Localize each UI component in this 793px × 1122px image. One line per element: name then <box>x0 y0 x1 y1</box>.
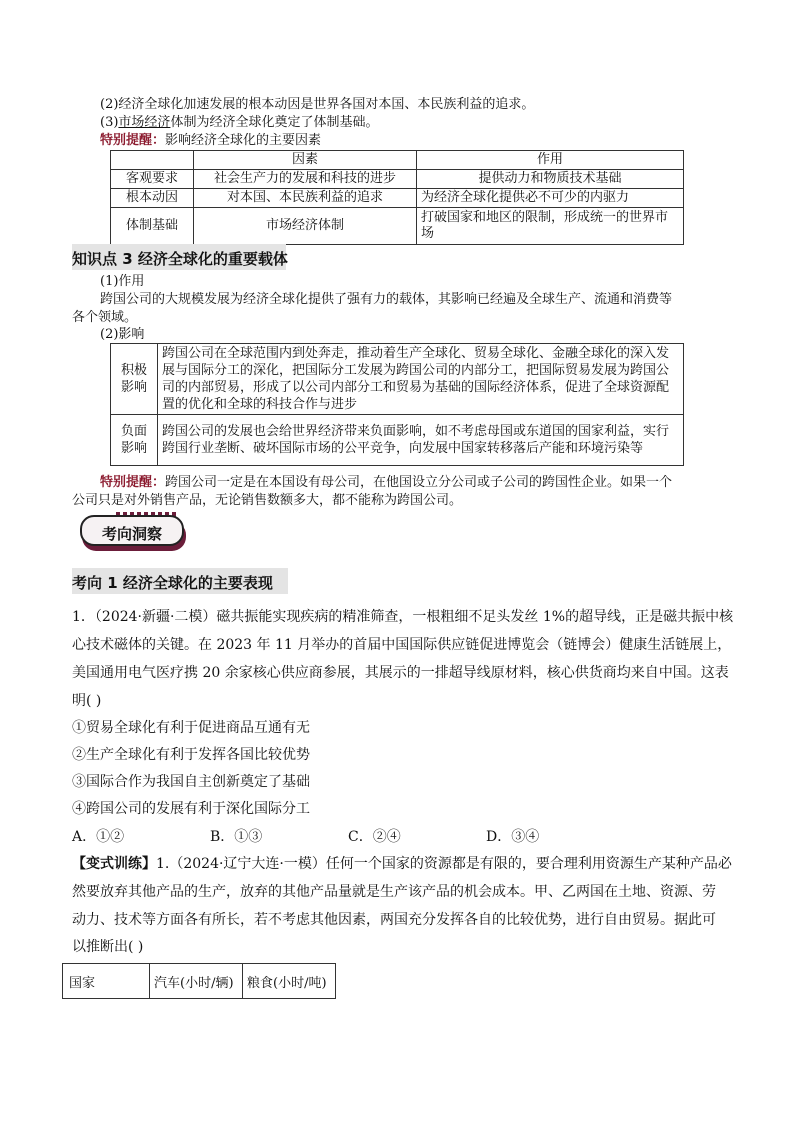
table-row <box>111 189 684 208</box>
variant-line: 以推断出( ) <box>72 939 144 955</box>
question-line: 明( ) <box>72 693 102 709</box>
section-heading <box>72 244 286 270</box>
table-header-cell: 汽车(小时/辆) <box>150 964 243 999</box>
table-row <box>111 208 684 245</box>
reminder-line: 公司只是对外销售产品，无论销售数额多大，都不能称为跨国公司。 <box>72 493 463 508</box>
answer-option-b[interactable]: B．①③ <box>210 829 263 845</box>
paragraph-line: (2)经济全球化加速发展的根本动因是世界各国对本国、本民族利益的追求。 <box>100 97 535 112</box>
statement-item: ①贸易全球化有利于促进商品互通有无 <box>72 720 310 736</box>
question-line: 美国通用电气医疗携 20 余家核心供应商参展，其展示的一排超导线原材料，核心供货商均来自中国。这表 <box>72 665 729 681</box>
statement-item: ②生产全球化有利于发挥各国比较优势 <box>72 747 310 763</box>
table-cell <box>111 151 194 170</box>
table-header-row <box>63 964 336 999</box>
production-table <box>62 963 336 999</box>
table-cell: 体制基础 <box>111 208 194 245</box>
table-cell: 市场经济体制 <box>194 208 417 245</box>
answer-option-a[interactable]: A．①② <box>72 829 125 845</box>
variant-line: 【变式训练】1.（2024·辽宁大连·一模）任何一个国家的资源都是有限的，要合理利用资源生产某种产品必 <box>72 856 732 872</box>
reminder-label: 特别提醒： <box>100 475 166 490</box>
table-row <box>111 170 684 189</box>
table-header-cell: 国家 <box>63 964 150 999</box>
impact-table <box>110 343 684 466</box>
table-cell: 作用 <box>417 151 684 170</box>
note-line: 特别提醒：影响经济全球化的主要因素 <box>100 133 322 148</box>
table-cell: 对本国、本民族利益的追求 <box>194 189 417 208</box>
variant-line: 然要放弃其他产品的生产，放弃的其他产品量就是生产该产品的机会成本。甲、乙两国在土地、资源、劳 <box>72 884 716 900</box>
row-text: 跨国公司的发展也会给世界经济带来负面影响，如不考虑母国或东道国的国家利益，实行跨国行业垄断、破坏国际市场的公平竞争，向发展中国家转移落后产能和环境污染等 <box>158 415 684 466</box>
factors-table <box>110 150 684 245</box>
table-cell: 社会生产力的发展和科技的进步 <box>194 170 417 189</box>
direction-heading <box>72 568 288 594</box>
variant-line: 动力、技术等方面各有所长，若不考虑其他因素，两国充分发挥各自的比较优势，进行自由贸易。据此可 <box>72 912 716 928</box>
paragraph-line: 各个领域。 <box>72 310 138 325</box>
table-row <box>111 344 684 415</box>
table-cell: 为经济全球化提供必不可少的内驱力 <box>417 189 684 208</box>
row-text: 跨国公司在全球范围内到处奔走，推动着生产全球化、贸易全球化、金融全球化的深入发展与国际分工的深化，把国际分工发展为跨国公司的内部分工，把国际贸易发展为跨国公司的内部贸易，形成了以公司内部分工和贸易为基础的国际经济体系，促进了全球资源配置的优化和全球的科技合作与进步 <box>158 344 684 415</box>
direction-title: 考向 1 经济全球化的主要表现 <box>72 574 273 592</box>
variant-label: 【变式训练】 <box>72 856 156 872</box>
note-label: 特别提醒： <box>100 133 166 148</box>
table-cell: 因素 <box>194 151 417 170</box>
subheading: (1)作用 <box>100 274 145 289</box>
table-cell: 打破国家和地区的限制，形成统一的世界市场 <box>417 208 684 245</box>
question-line: 心技术磁体的关键。在 2023 年 11 月举办的首届中国国际供应链促进博览会（链博会）健康生活链展上， <box>72 637 732 653</box>
answer-options <box>72 828 572 846</box>
table-row <box>111 415 684 466</box>
table-cell: 客观要求 <box>111 170 194 189</box>
paragraph-line: (3)市场经济体制为经济全球化奠定了体制基础。 <box>100 115 379 130</box>
statement-item: ④跨国公司的发展有利于深化国际分工 <box>72 801 310 817</box>
paragraph-line: 跨国公司的大规模发展为经济全球化提供了强有力的载体，其影响已经遍及全球生产、流通和消费等 <box>100 292 673 307</box>
section-title: 知识点 3 经济全球化的重要载体 <box>72 250 288 268</box>
subheading: (2)影响 <box>100 327 145 342</box>
reminder-line: 特别提醒：跨国公司一定是在本国设有母公司，在他国设立分公司或子公司的跨国性企业。如果一个 <box>100 475 673 490</box>
row-label: 负面影响 <box>111 415 158 466</box>
table-row <box>111 151 684 170</box>
statement-item: ③国际合作为我国自主创新奠定了基础 <box>72 774 310 790</box>
table-header-cell: 粮食(小时/吨) <box>243 964 336 999</box>
row-label: 积极影响 <box>111 344 158 415</box>
section-badge <box>80 515 188 551</box>
underlined-term: 市场经济 <box>118 115 171 130</box>
badge-label: 考向洞察 <box>101 525 162 543</box>
question-line: 1．（2024·新疆·二模）磁共振能实现疾病的精准筛查，一根粗细不足头发丝 1%的超导线，正是磁共振中核 <box>72 609 734 625</box>
answer-option-d[interactable]: D．③④ <box>486 829 540 845</box>
table-cell: 根本动因 <box>111 189 194 208</box>
table-cell: 提供动力和物质技术基础 <box>417 170 684 189</box>
answer-option-c[interactable]: C．②④ <box>348 829 401 845</box>
